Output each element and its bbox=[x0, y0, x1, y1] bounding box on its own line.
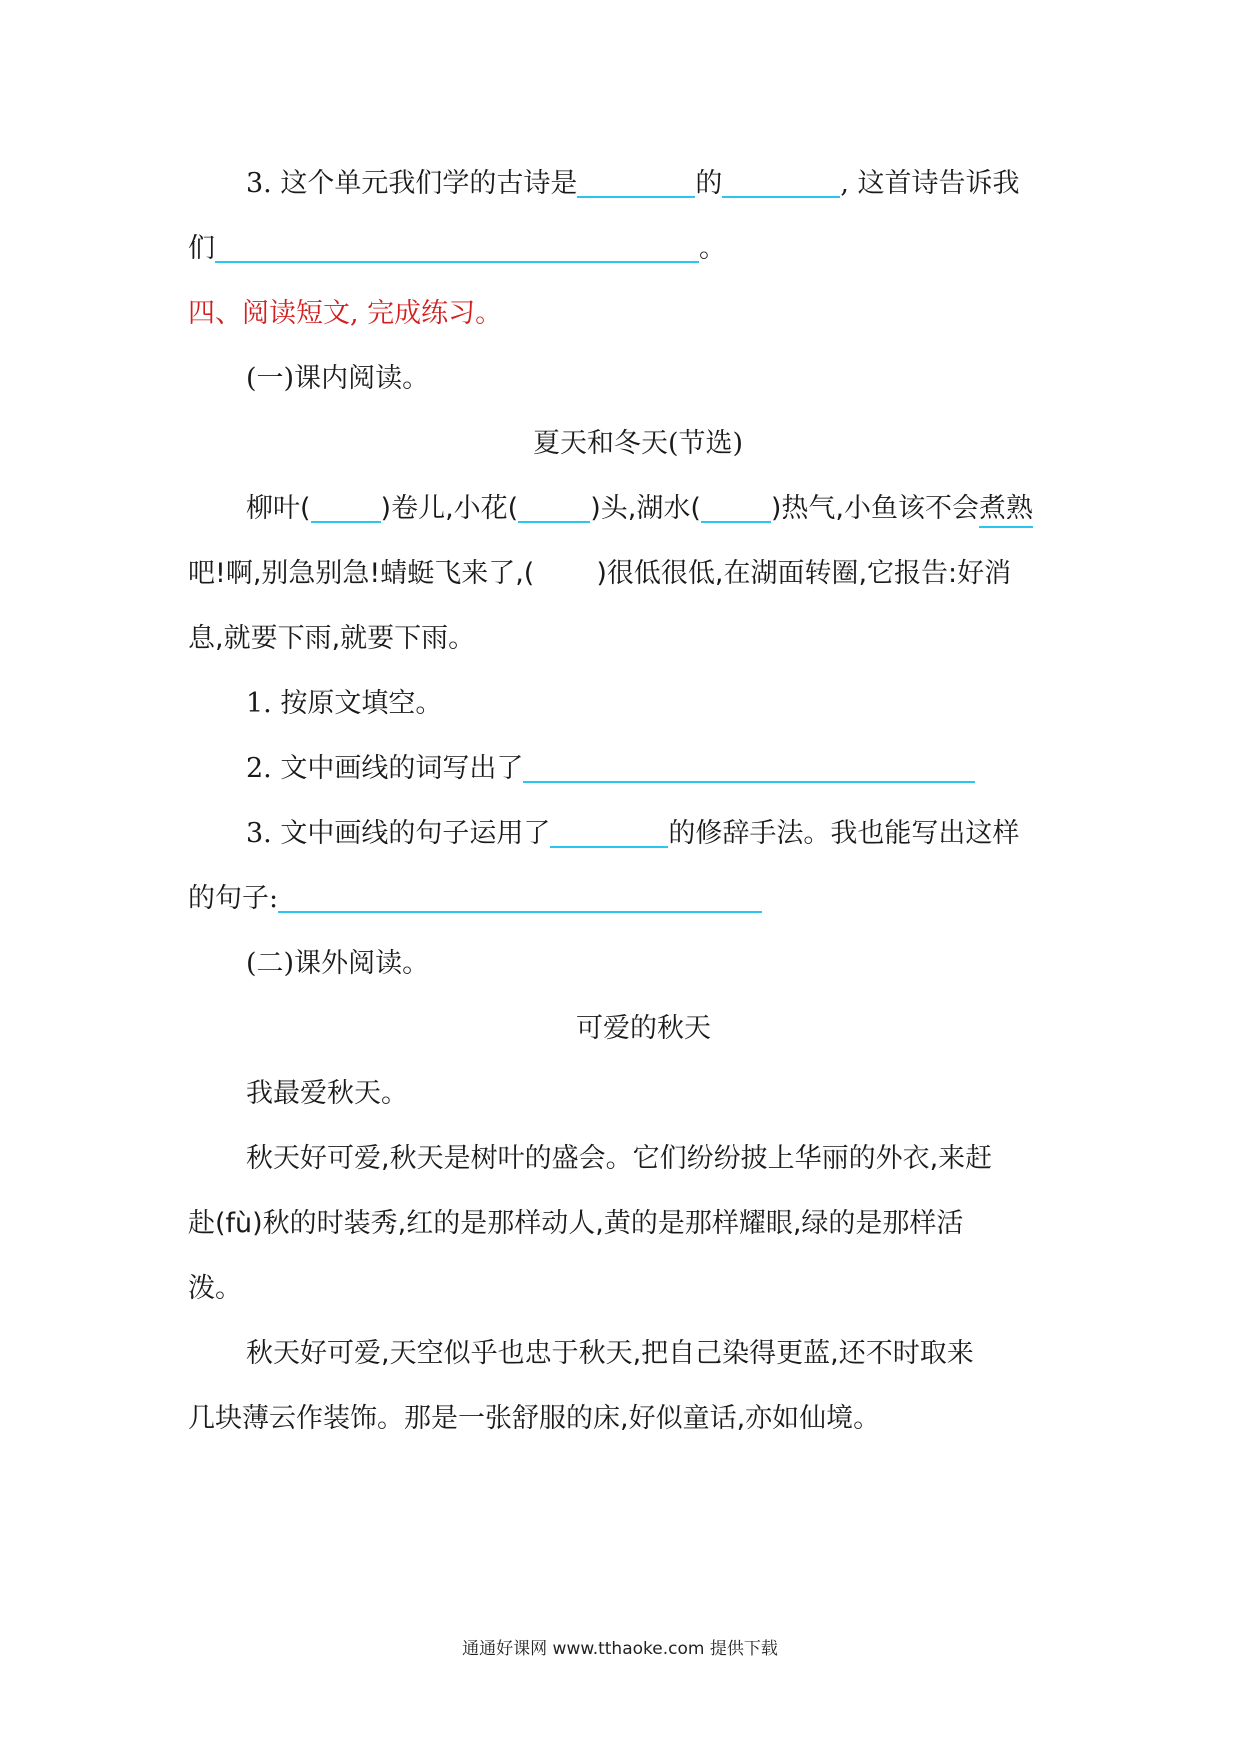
underlined-word: 煮熟 bbox=[979, 493, 1033, 528]
sentence-blank[interactable] bbox=[278, 883, 762, 913]
reading1-title: 夏天和冬天(节选) bbox=[533, 428, 744, 459]
page-footer: 通通好课网 www.tthaoke.com 提供下载 bbox=[462, 1639, 778, 1659]
poem-meaning-blank[interactable] bbox=[215, 233, 699, 263]
section-heading: 四、阅读短文, 完成练习。 bbox=[188, 298, 503, 329]
poem-name-blank[interactable] bbox=[577, 168, 695, 198]
fill-blank-2[interactable] bbox=[518, 493, 590, 523]
reading2-p3-line1: 秋天好可爱,天空似乎也忠于秋天,把自己染得更蓝,还不时取来 bbox=[246, 1338, 974, 1369]
reading1-label: (一)课内阅读。 bbox=[246, 363, 430, 394]
reading1-paragraph-line1: 柳叶( )卷儿,小花( )头,湖水( )热气,小鱼该不会煮熟 bbox=[246, 492, 1033, 526]
poem-author-blank[interactable] bbox=[722, 168, 840, 198]
reading1-question1: 1. 按原文填空。 bbox=[246, 688, 443, 719]
reading1-question3-line2: 的句子: bbox=[188, 882, 762, 916]
reading2-p2-line3: 泼。 bbox=[188, 1273, 242, 1304]
poem-question-line: 3. 这个单元我们学的古诗是 的 , 这首诗告诉我 bbox=[246, 168, 1020, 199]
reading1-paragraph-line2: 吧!啊,别急别急!蜻蜓飞来了,( )很低很低,在湖面转圈,它报告:好消 bbox=[188, 558, 1012, 589]
reading1-question2: 2. 文中画线的词写出了 bbox=[246, 752, 975, 786]
rhetoric-blank[interactable] bbox=[550, 818, 668, 848]
reading2-p3-line2: 几块薄云作装饰。那是一张舒服的床,好似童话,亦如仙境。 bbox=[188, 1403, 881, 1434]
reading2-title: 可爱的秋天 bbox=[576, 1013, 711, 1044]
question2-blank[interactable] bbox=[523, 753, 975, 783]
reading1-question3: 3. 文中画线的句子运用了 的修辞手法。我也能写出这样 bbox=[246, 818, 1020, 849]
reading2-p1: 我最爱秋天。 bbox=[246, 1078, 408, 1109]
reading1-paragraph-line3: 息,就要下雨,就要下雨。 bbox=[188, 623, 476, 654]
reading2-label: (二)课外阅读。 bbox=[246, 948, 430, 979]
poem-question-line2: 们 。 bbox=[188, 233, 726, 264]
reading2-p2-line1: 秋天好可爱,秋天是树叶的盛会。它们纷纷披上华丽的外衣,来赶 bbox=[246, 1143, 993, 1174]
fill-blank-3[interactable] bbox=[701, 493, 771, 523]
reading2-p2-line2: 赴(fù)秋的时装秀,红的是那样动人,黄的是那样耀眼,绿的是那样活 bbox=[188, 1208, 964, 1239]
fill-blank-1[interactable] bbox=[311, 493, 381, 523]
